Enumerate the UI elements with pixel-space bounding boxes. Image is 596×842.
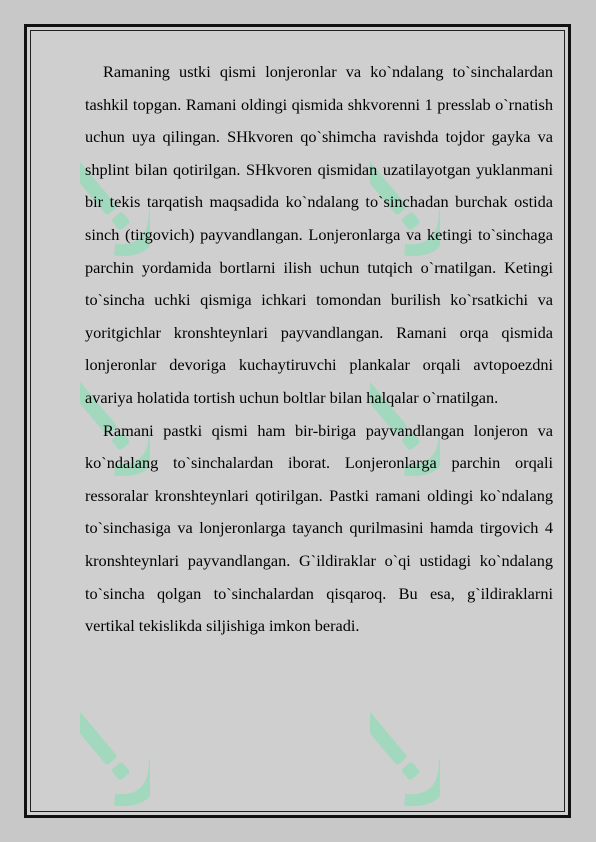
watermark-logo-icon <box>80 690 150 820</box>
watermark-logo <box>80 690 150 820</box>
document-body <box>85 56 553 643</box>
paragraph-1: Ramaning ustki qismi lonjeronlar va ko`ndalang to`sinchalardan tashkil topgan. Ramani oldingi qismida shkvorenni 1 presslab o`rnatish uchun uya qilingan. SHkvoren qo`shimcha ravishda tojdor gayka va shplint bilan qotirilgan. SHkvoren qismidan uzatilayotgan yuklanmani bir tekis tarqatish maqsadida ko`ndalang to`sinchadan burchak ostida sinch (tirgovich) payvandlangan. Lonjeronlarga va ketingi to`sinchaga parchin yordamida bortlarni ilish uchun tutqich o`rnatilgan. Ketingi to`sincha uchki qismiga ichkari tomondan burilish ko`rsatkichi va yoritgichlar kronshteynlari payvandlangan. Ramani orqa qismida lonjeronlar devoriga kuchaytiruvchi plankalar orqali avtopoezdni avariya holatida tortish uchun boltlar bilan halqalar o`rnatilgan. <box>85 62 553 407</box>
watermark-logo <box>370 690 440 820</box>
watermark-logo-icon <box>370 690 440 820</box>
paragraph-2: Ramani pastki qismi ham bir-biriga payvandlangan lonjeron va ko`ndalang to`sinchalardan iborat. Lonjeronlarga parchin orqali ressoralar kronshteynlari qotirilgan. Pastki ramani oldingi ko`ndalang to`sinchasiga va lonjeronlarga tayanch qurilmasini hamda tirgovich 4 kronshteynlari payvandlangan. G`ildiraklar o`qi ustidagi ko`ndalang to`sincha qolgan to`sinchalardan qisqaroq. Bu esa, g`ildiraklarni vertikal tekislikda siljishiga imkon beradi. <box>85 420 553 636</box>
